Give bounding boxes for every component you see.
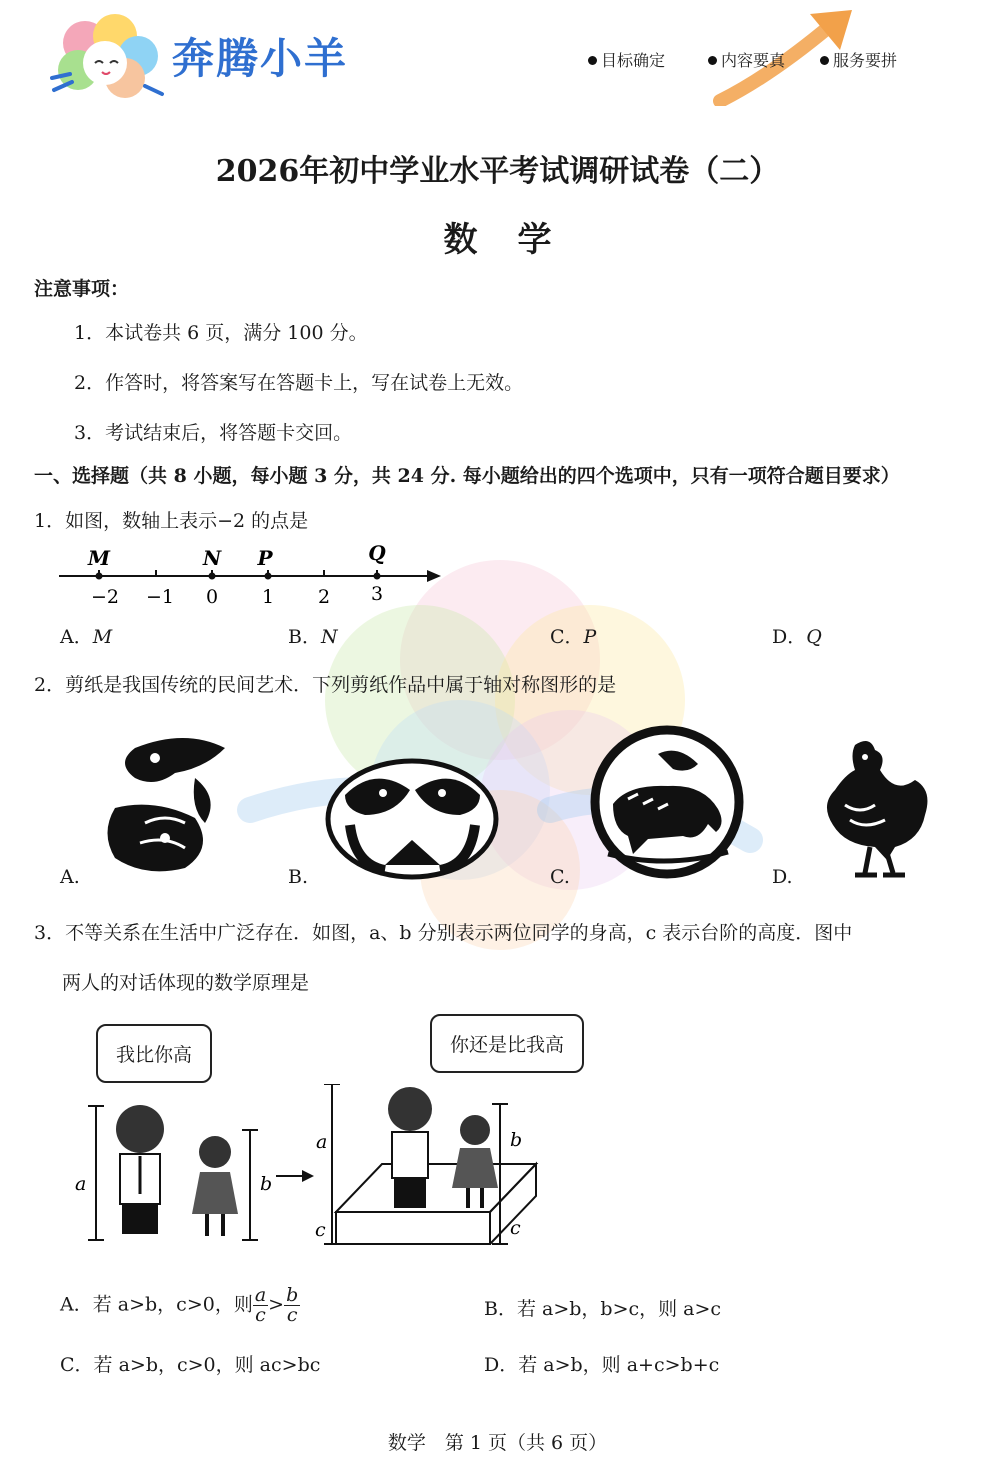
number-line	[55, 540, 455, 612]
notice-heading: 注意事项：	[34, 278, 130, 300]
q2-option-d[interactable]: D.	[772, 866, 793, 888]
q1-option-a[interactable]: A．M	[60, 626, 113, 648]
tick-label: 2	[317, 586, 331, 608]
label-c-right: c	[510, 1217, 521, 1239]
label-b-right: b	[510, 1129, 523, 1151]
q3-option-d[interactable]: D．若 a>b，则 a+c>b+c	[484, 1354, 720, 1376]
bullet-service: 服务要拼	[820, 48, 897, 71]
q3-option-c[interactable]: C．若 a>b，c>0，则 ac>bc	[60, 1354, 321, 1376]
tick-label: 0	[205, 586, 219, 608]
label-b-left: b	[260, 1173, 273, 1195]
tick-label: 3	[370, 583, 384, 605]
page-footer: 数学 第 1 页（共 6 页）	[387, 1432, 608, 1454]
exam-title: 2026年初中学业水平考试调研试卷（二）	[215, 154, 780, 189]
brand-name: 奔腾小羊	[172, 34, 349, 83]
speech-bubble-right: 你还是比我高	[430, 1014, 584, 1073]
q1-option-c[interactable]: C．P	[550, 626, 597, 648]
papercut-rooster-image	[815, 735, 933, 880]
q3-option-b[interactable]: B．若 a>b，b>c，则 a>c	[484, 1298, 722, 1320]
label-c-left: c	[315, 1219, 326, 1241]
label-a-right: a	[316, 1131, 328, 1153]
height-comparison-figure	[70, 1084, 550, 1254]
papercut-symmetric-fish-image	[325, 755, 500, 883]
papercut-fish-image	[95, 728, 235, 884]
section-heading: 一、选择题（共 8 小题，每小题 3 分，共 24 分. 每小题给出的四个选项中，只有一项符合题目要求）	[34, 465, 900, 487]
q1-option-b[interactable]: B．N	[288, 626, 338, 648]
notice-item-3: 3．考试结束后，将答题卡交回。	[74, 422, 353, 444]
q1-option-d[interactable]: D．Q	[772, 626, 822, 648]
q2-option-a[interactable]: A.	[60, 866, 80, 888]
speech-bubble-left: 我比你高	[96, 1024, 212, 1083]
q2-option-b[interactable]: B.	[288, 866, 309, 888]
tick-label: −2	[90, 586, 120, 608]
q1-stem: 1．如图，数轴上表示−2 的点是	[34, 510, 309, 532]
q2-stem: 2．剪纸是我国传统的民间艺术．下列剪纸作品中属于轴对称图形的是	[34, 674, 617, 696]
label-a-left: a	[75, 1173, 87, 1195]
tick-label: −1	[145, 586, 175, 608]
tick-label: 1	[261, 586, 275, 608]
exam-subject: 数学	[443, 220, 592, 260]
point-label-p: P	[257, 546, 273, 570]
point-label-m: M	[87, 546, 111, 570]
point-label-q: Q	[368, 541, 386, 565]
bullet-goal: 目标确定	[588, 48, 665, 71]
q3-stem-line1: 3．不等关系在生活中广泛存在．如图，a、b 分别表示两位同学的身高，c 表示台阶的高度．图中	[34, 922, 853, 944]
point-label-n: N	[202, 546, 222, 570]
brand-logo-icon	[50, 8, 165, 103]
q2-option-c[interactable]: C.	[550, 866, 570, 888]
notice-item-2: 2．作答时，将答案写在答题卡上，写在试卷上无效。	[74, 372, 524, 394]
papercut-ox-image	[588, 724, 746, 880]
notice-item-1: 1．本试卷共 6 页，满分 100 分。	[74, 322, 368, 344]
q3-option-a[interactable]: A．若 a>b，c>0，则 $\frac{a}{c}$ > $\frac{b}{c}$	[60, 1284, 299, 1326]
q3-stem-line2: 两人的对话体现的数学原理是	[62, 972, 310, 994]
bullet-content: 内容要真	[708, 48, 785, 71]
